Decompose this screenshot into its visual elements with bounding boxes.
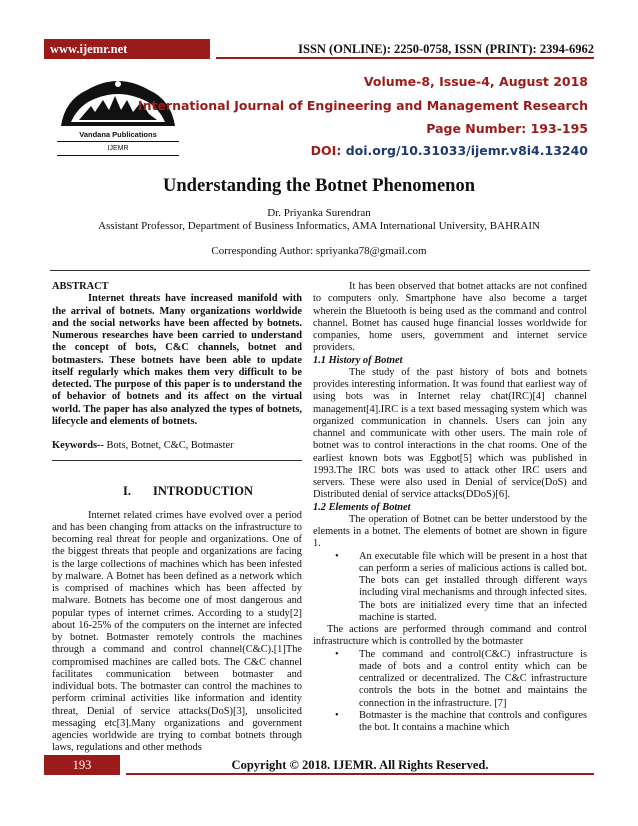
author-name: Dr. Priyanka Surendran: [267, 207, 371, 219]
doi-label: DOI:: [310, 143, 342, 158]
paragraph: The operation of Botnet can be better understood by the elements in a botnet. The elements of botnet are shown in figure 1.: [313, 513, 587, 550]
bullet-icon: •: [335, 550, 339, 562]
keywords-divider: [52, 460, 302, 461]
journal-name: International Journal of Engineering and Management Research: [137, 98, 588, 113]
paragraph: It has been observed that botnet attacks are not confined to computers only. Smartphone have also become a target wherein the Bluetooth is being used as the command and control channel. Botnet has caused huge financial losses worldwide for companies, home users, government and internet service providers.: [313, 281, 587, 354]
website-label[interactable]: www.ijemr.net: [44, 39, 210, 59]
right-column: [313, 281, 587, 734]
issn-label: ISSN (ONLINE): 2250-0758, ISSN (PRINT): 2394-6962: [216, 39, 594, 59]
page-footer: [44, 755, 594, 775]
paragraph: The actions are performed through command and control infrastructure which is controlled by the botmaster: [313, 624, 587, 648]
copyright-notice: Copyright © 2018. IJEMR. All Rights Reserved.: [126, 755, 594, 775]
title-divider: [50, 270, 590, 271]
keywords-text: Bots, Botnet, C&C, Botmaster: [103, 440, 234, 451]
page-number: 193: [44, 755, 120, 775]
abstract-heading: ABSTRACT: [52, 281, 109, 292]
bullet-icon: •: [335, 709, 339, 721]
logo-band-text: IJEMR: [57, 141, 179, 156]
subsection-heading-history: 1.1 History of Botnet: [313, 354, 403, 366]
volume-issue: Volume-8, Issue-4, August 2018: [363, 74, 588, 89]
left-column: [52, 281, 302, 755]
page-number-range: Page Number: 193-195: [426, 121, 588, 136]
bullet-list: [313, 551, 587, 625]
list-item: • An executable file which will be present in a host that can perform a series of malicious actions is called bot. The bots can get installed through different ways including viral mechanisms and through infected sites. The bots are initialized every time that an infected machine is started.: [335, 550, 587, 623]
journal-header-bar: [44, 39, 594, 59]
list-item: • The command and control(C&C) infrastructure is made of bots and a control entity which can be centralized or decentralized. The C&C infrastructure controls the bots in the botnet and maintains the connection in the infrastructure. [7]: [335, 648, 587, 709]
section-heading-introduction: [52, 485, 302, 497]
introduction-paragraph: Internet related crimes have evolved over a period and has been changing from attacks on the infrastructure to becoming real threat for people and organizations. One of the biggest threats that people and organizations are facing is the large collections of machines which has been infested by malware. A Botnet has been defined as a network which is comprised of machines which has been affected by malware. Botnets has become one of most dangerous and popular types of internet crimes. According to a study[2] about 16-25% of the computers on the internet are infected by botnet. Botmaster remotely controls the machines through a command and control channel(C&C).[1]The compromised machines are called bots. The C&C channel facilitates communication between botmaster and individual bots. The botmaster can control the machines to perform criminal activities like information and identity threat, Denial of service attacks(DoS)[3], unsolicited messaging etc[3].Many organizations and government agencies worldwide are trying to combat botnets through laws, regulations and other methods: [52, 509, 302, 754]
doi-link[interactable]: doi.org/10.31033/ijemr.v8i4.13240: [345, 143, 588, 158]
paragraph: The study of the past history of bots and botnets provides interesting information. It was found that earliest way of using bots was in Internet relay chat(IRC)[4] channel management[4].IRC is a text based messaging system which was organized communication in channels. Users can join any channel and communicate with other users. The main role of botnet was to control interactions in the chat rooms. One of the earliest known bots was Eggbot[5] which was published in 1993.The IRC bots was used to attack other IRC users and servers. These were also used in Denial of service(DoS) and Distributed denial of service attacks(DDoS)[6].: [313, 366, 587, 501]
section-title: INTRODUCTION: [152, 484, 253, 499]
corresponding-author: Corresponding Author: spriyanka78@gmail.com: [211, 245, 427, 257]
keywords: [52, 440, 302, 452]
doi-line: [311, 143, 588, 158]
list-item: • Botmaster is the machine that controls and configures the bot. It contains a machine which: [335, 709, 587, 733]
section-number: I.: [122, 484, 131, 499]
author-affiliation: Assistant Professor, Department of Business Informatics, AMA International University, BAHRAIN: [98, 220, 540, 232]
keywords-label: Keywords--: [52, 440, 104, 451]
paper-title: Understanding the Botnet Phenomenon: [163, 176, 475, 196]
subsection-heading-elements: 1.2 Elements of Botnet: [313, 501, 411, 513]
publisher-name: Vandana Publications: [79, 130, 157, 139]
bullet-list: [313, 649, 587, 735]
bullet-icon: •: [335, 648, 339, 660]
publisher-logo: [47, 70, 187, 160]
abstract-body: Internet threats have increased manifold with the arrival of botnets. Many organizations worldwide and the social networks have been affected by botnets. Numerous researches have been carried to understand the concept of bots, C&C channels, botnet and botmasters. These botnets have been able to update itself regularly which makes them very difficult to be detected. The purpose of this paper is to understand the of behavior of botnets and its affect on the virtual world. The paper has also analyzed the types of botnets, lifecycle and elements of botnets.: [52, 293, 302, 427]
